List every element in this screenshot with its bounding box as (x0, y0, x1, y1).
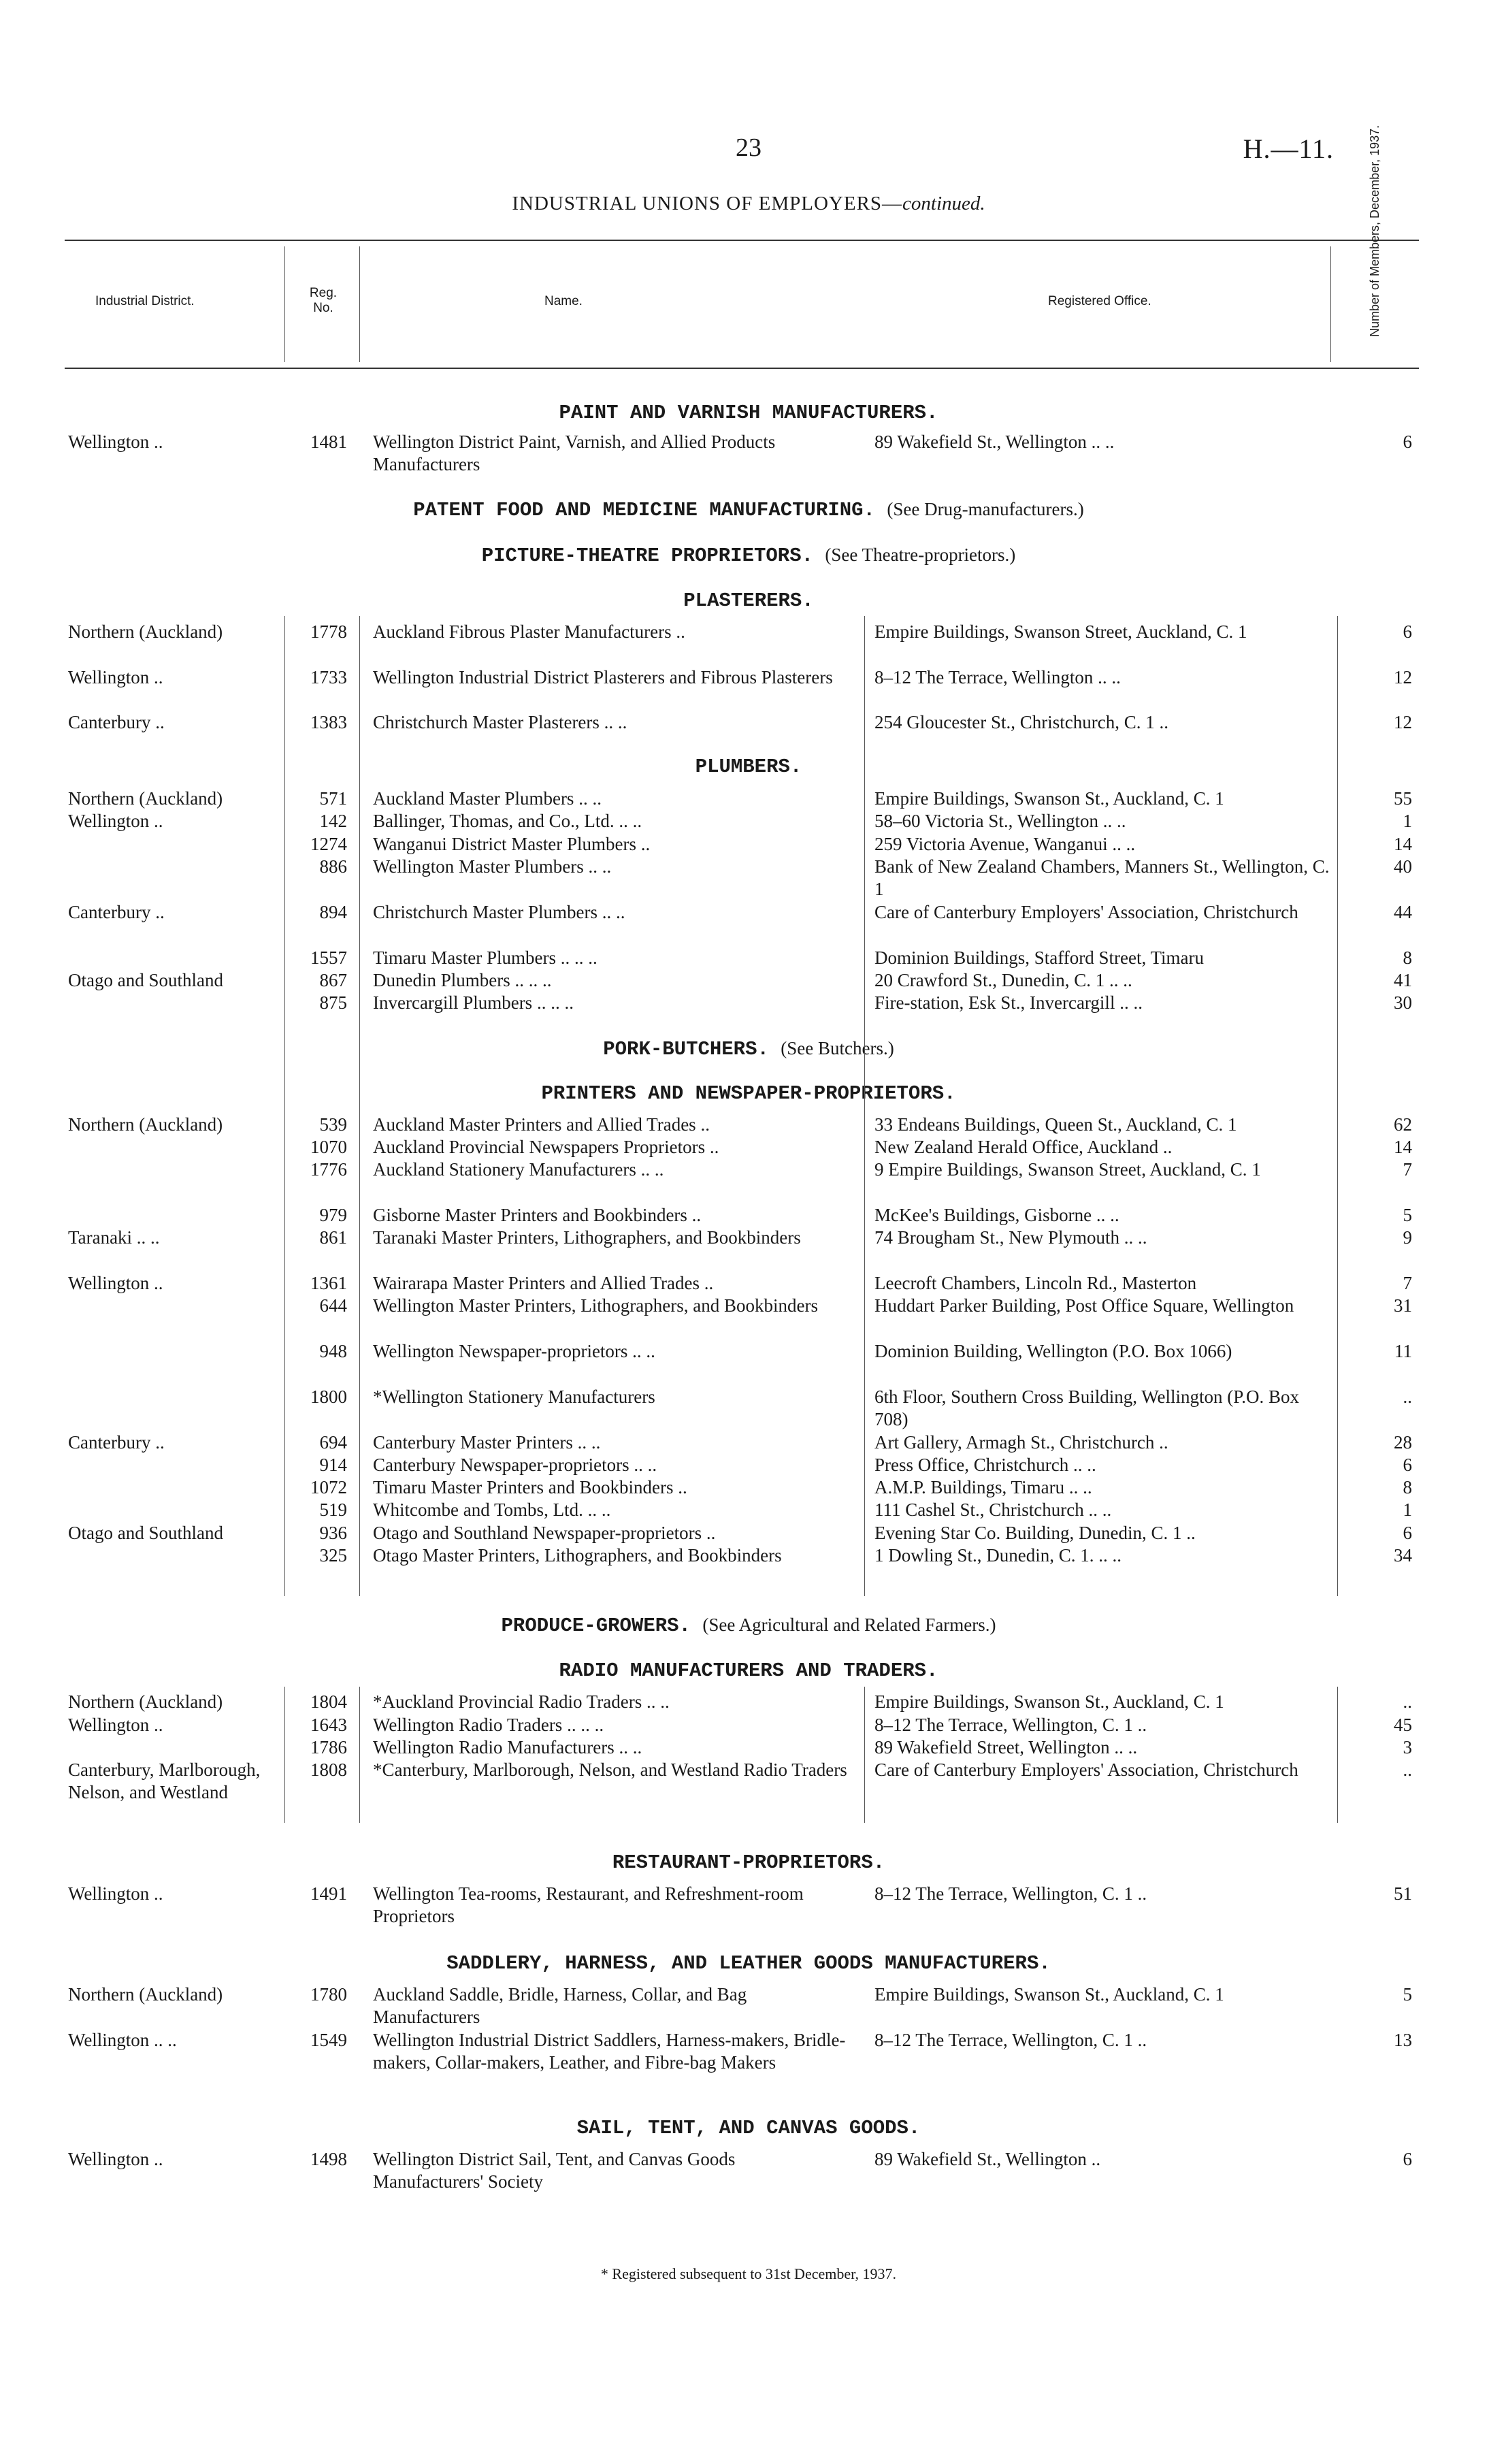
name-cell: *Auckland Provincial Radio Traders .. .. (373, 1691, 670, 1712)
section-sail-tent (204, 2117, 1293, 2139)
name-cell: Gisborne Master Printers and Bookbinders .. (373, 1205, 702, 1225)
section-title-text: RADIO MANUFACTURERS AND TRADERS. (559, 1659, 938, 1682)
section-see-note: (See Agricultural and Related Farmers.) (702, 1615, 996, 1635)
district-cell: Wellington .. (68, 1715, 163, 1735)
members-cell: 62 (1394, 1114, 1412, 1135)
title-text: INDUSTRIAL UNIONS OF EMPLOYERS— (512, 193, 903, 214)
members-cell: 7 (1403, 1273, 1412, 1293)
col-header-members (1337, 125, 1412, 337)
office-cell: 74 Brougham St., New Plymouth .. .. (874, 1227, 1147, 1248)
header-rule-1 (284, 246, 285, 362)
office-cell: 8–12 The Terrace, Wellington, C. 1 .. (874, 1883, 1147, 1904)
name-cell: Canterbury Master Printers .. .. (373, 1432, 601, 1453)
section-plumbers (204, 756, 1293, 778)
name-cell: Wanganui District Master Plumbers .. (373, 834, 651, 854)
office-cell: 89 Wakefield St., Wellington .. (874, 2149, 1101, 2169)
section-title-text: PLASTERERS. (683, 589, 814, 612)
district-cell: Wellington .. (68, 811, 163, 831)
section-see-note: (See Drug-manufacturers.) (887, 499, 1084, 519)
office-cell: 20 Crawford St., Dunedin, C. 1 .. .. (874, 970, 1132, 990)
col-header-reg: Reg. No. (309, 286, 338, 315)
section-title-text: SADDLERY, HARNESS, AND LEATHER GOODS MANUFACTURERS. (446, 1952, 1051, 1975)
col-header-office: Registered Office. (1048, 294, 1151, 308)
office-cell: Care of Canterbury Employers' Association, Christchurch (874, 902, 1298, 922)
office-cell: 111 Cashel St., Christchurch .. .. (874, 1500, 1112, 1520)
reg-cell: 1491 (310, 1883, 347, 1904)
office-cell: Evening Star Co. Building, Dunedin, C. 1 .. (874, 1523, 1196, 1543)
reg-cell: 1070 (310, 1137, 347, 1157)
members-cell: 9 (1403, 1227, 1412, 1248)
body-rule-name (864, 616, 865, 1596)
members-cell: 41 (1394, 970, 1412, 990)
members-cell: 6 (1403, 1455, 1412, 1475)
section-paint-varnish (204, 402, 1293, 424)
members-cell: 8 (1403, 1477, 1412, 1497)
office-cell: New Zealand Herald Office, Auckland .. (874, 1137, 1173, 1157)
section-produce-growers (204, 1615, 1293, 1637)
section-title-text: PRODUCE-GROWERS. (501, 1615, 691, 1637)
reg-cell: 644 (319, 1295, 347, 1316)
reg-cell: 1072 (310, 1477, 347, 1497)
name-cell: *Canterbury, Marlborough, Nelson, and Westland Radio Traders (373, 1760, 847, 1780)
members-cell: 1 (1403, 811, 1412, 831)
members-cell: 44 (1394, 902, 1412, 922)
members-cell: 51 (1394, 1883, 1412, 1904)
footnote: * Registered subsequent to 31st December, 1937. (600, 2265, 897, 2282)
office-cell: 33 Endeans Buildings, Queen St., Auckland, C. 1 (874, 1114, 1237, 1135)
reg-cell: 1274 (310, 834, 347, 854)
reg-cell: 571 (319, 788, 347, 809)
name-cell: Wellington District Paint, Varnish, and Allied Products Manufacturers (373, 432, 776, 474)
name-cell: Auckland Fibrous Plaster Manufacturers .. (373, 621, 685, 642)
district-cell: Wellington .. .. (68, 2030, 177, 2050)
district-cell: Taranaki .. .. (68, 1227, 160, 1248)
name-cell: *Wellington Stationery Manufacturers (373, 1387, 655, 1407)
members-cell: 5 (1403, 1205, 1412, 1225)
office-cell: Art Gallery, Armagh St., Christchurch .. (874, 1432, 1168, 1453)
reg-cell: 694 (319, 1432, 347, 1453)
name-cell: Wellington Master Printers, Lithographers, and Bookbinders (373, 1295, 818, 1316)
section-title-text: PLUMBERS. (695, 756, 802, 778)
office-cell: 58–60 Victoria St., Wellington .. .. (874, 811, 1126, 831)
reg-cell: 1804 (310, 1691, 347, 1712)
office-cell: Empire Buildings, Swanson St., Auckland, C. 1 (874, 1984, 1224, 2005)
name-cell: Christchurch Master Plasterers .. .. (373, 712, 627, 732)
name-cell: Auckland Master Printers and Allied Trades .. (373, 1114, 710, 1135)
name-cell: Timaru Master Printers and Bookbinders .. (373, 1477, 687, 1497)
office-cell: 1 Dowling St., Dunedin, C. 1. .. .. (874, 1545, 1122, 1566)
section-printers (204, 1082, 1293, 1105)
members-cell: 7 (1403, 1159, 1412, 1180)
office-cell: 9 Empire Buildings, Swanson Street, Auckland, C. 1 (874, 1159, 1261, 1180)
district-cell: Northern (Auckland) (68, 1114, 223, 1135)
reg-cell: 1361 (310, 1273, 347, 1293)
name-cell: Otago and Southland Newspaper-proprietors .. (373, 1523, 716, 1543)
body-rule-district (284, 616, 285, 1596)
section-pork-butchers (204, 1038, 1293, 1060)
reg-cell: 1733 (310, 667, 347, 687)
reg-cell: 1808 (310, 1760, 347, 1780)
section-plasterers (204, 589, 1293, 612)
office-cell: Dominion Building, Wellington (P.O. Box 1066) (874, 1341, 1232, 1361)
col-header-members-text: Number of Members, December, 1937. (1368, 125, 1381, 337)
members-cell: .. (1403, 1691, 1412, 1712)
members-cell: 40 (1394, 856, 1412, 877)
name-cell: Wellington District Sail, Tent, and Canvas Goods Manufacturers' Society (373, 2149, 736, 2192)
name-cell: Wellington Tea-rooms, Restaurant, and Refreshment-room Proprietors (373, 1883, 804, 1926)
office-cell: Empire Buildings, Swanson St., Auckland, C. 1 (874, 1691, 1224, 1712)
reg-cell: 936 (319, 1523, 347, 1543)
members-cell: 5 (1403, 1984, 1412, 2005)
members-cell: 6 (1403, 432, 1412, 452)
section-title-text: PICTURE-THEATRE PROPRIETORS. (481, 545, 813, 567)
name-cell: Auckland Saddle, Bridle, Harness, Collar, and Bag Manufacturers (373, 1984, 747, 2027)
reg-cell: 894 (319, 902, 347, 922)
name-cell: Whitcombe and Tombs, Ltd. .. .. (373, 1500, 611, 1520)
members-cell: 8 (1403, 947, 1412, 968)
reg-cell: 1549 (310, 2030, 347, 2050)
district-cell: Canterbury .. (68, 902, 165, 922)
section-title-text: RESTAURANT-PROPRIETORS. (612, 1851, 885, 1874)
reg-cell: 1481 (310, 432, 347, 452)
members-cell: 28 (1394, 1432, 1412, 1453)
reg-cell: 1786 (310, 1737, 347, 1757)
title-continued: continued. (902, 193, 985, 214)
reg-cell: 1498 (310, 2149, 347, 2169)
members-cell: 13 (1394, 2030, 1412, 2050)
reg-cell: 875 (319, 992, 347, 1013)
members-cell: 12 (1394, 667, 1412, 687)
name-cell: Canterbury Newspaper-proprietors .. .. (373, 1455, 657, 1475)
body-rule-reg-2 (359, 1687, 360, 1823)
name-cell: Auckland Provincial Newspapers Proprietors .. (373, 1137, 719, 1157)
section-picture-theatre (204, 545, 1293, 567)
members-cell: 12 (1394, 712, 1412, 732)
section-see-note: (See Theatre-proprietors.) (825, 545, 1016, 565)
body-rule-district-2 (284, 1687, 285, 1823)
section-title-text: PRINTERS AND NEWSPAPER-PROPRIETORS. (541, 1082, 956, 1105)
district-cell: Northern (Auckland) (68, 788, 223, 809)
reg-cell: 1776 (310, 1159, 347, 1180)
office-cell: 8–12 The Terrace, Wellington .. .. (874, 667, 1121, 687)
section-title-text: PORK-BUTCHERS. (603, 1038, 769, 1060)
body-rule-office (1337, 616, 1338, 1596)
section-title-text: SAIL, TENT, AND CANVAS GOODS. (576, 2117, 921, 2139)
members-cell: 6 (1403, 1523, 1412, 1543)
office-cell: 254 Gloucester St., Christchurch, C. 1 .. (874, 712, 1168, 732)
office-cell: Dominion Buildings, Stafford Street, Timaru (874, 947, 1205, 968)
members-cell: 14 (1394, 1137, 1412, 1157)
reg-cell: 142 (319, 811, 347, 831)
section-patent-food (204, 499, 1293, 521)
reg-cell: 1800 (310, 1387, 347, 1407)
members-cell: 31 (1394, 1295, 1412, 1316)
office-cell: A.M.P. Buildings, Timaru .. .. (874, 1477, 1092, 1497)
body-rule-reg (359, 616, 360, 1596)
name-cell: Taranaki Master Printers, Lithographers, and Bookbinders (373, 1227, 801, 1248)
members-cell: 1 (1403, 1500, 1412, 1520)
reg-cell: 979 (319, 1205, 347, 1225)
name-cell: Christchurch Master Plumbers .. .. (373, 902, 625, 922)
reg-cell: 1780 (310, 1984, 347, 2005)
members-cell: 34 (1394, 1545, 1412, 1566)
header-rule-2 (359, 246, 360, 362)
reg-cell: 861 (319, 1227, 347, 1248)
district-cell: Northern (Auckland) (68, 1691, 223, 1712)
name-cell: Wellington Industrial District Plasterers and Fibrous Plasterers (373, 667, 833, 687)
office-cell: Leecroft Chambers, Lincoln Rd., Masterton (874, 1273, 1197, 1293)
district-cell: Northern (Auckland) (68, 621, 223, 642)
reg-cell: 867 (319, 970, 347, 990)
name-cell: Auckland Master Plumbers .. .. (373, 788, 602, 809)
col-header-name: Name. (544, 294, 583, 308)
district-cell: Wellington .. (68, 432, 163, 452)
name-cell: Wellington Radio Manufacturers .. .. (373, 1737, 642, 1757)
district-cell: Northern (Auckland) (68, 1984, 223, 2005)
header-rule-3 (1330, 246, 1331, 362)
office-cell: 89 Wakefield St., Wellington .. .. (874, 432, 1115, 452)
name-cell: Wellington Industrial District Saddlers, Harness-makers, Bridle-makers, Collar-makers, Leather, and Fibre-bag Makers (373, 2030, 846, 2073)
district-cell: Canterbury, Marlborough, Nelson, and Westland (68, 1760, 261, 1802)
members-cell: 3 (1403, 1737, 1412, 1757)
members-cell: 11 (1394, 1341, 1412, 1361)
office-cell: Bank of New Zealand Chambers, Manners St., Wellington, C. 1 (874, 856, 1330, 899)
name-cell: Auckland Stationery Manufacturers .. .. (373, 1159, 664, 1180)
office-cell: McKee's Buildings, Gisborne .. .. (874, 1205, 1119, 1225)
section-saddlery (204, 1952, 1293, 1975)
office-cell: 259 Victoria Avenue, Wanganui .. .. (874, 834, 1136, 854)
members-cell: 45 (1394, 1715, 1412, 1735)
reg-cell: 948 (319, 1341, 347, 1361)
office-cell: Huddart Parker Building, Post Office Square, Wellington (874, 1295, 1294, 1316)
members-cell: 6 (1403, 2149, 1412, 2169)
office-cell: 6th Floor, Southern Cross Building, Wellington (P.O. Box 708) (874, 1387, 1300, 1429)
name-cell: Wairarapa Master Printers and Allied Trades .. (373, 1273, 714, 1293)
office-cell: Empire Buildings, Swanson St., Auckland, C. 1 (874, 788, 1224, 809)
office-cell: Care of Canterbury Employers' Association, Christchurch (874, 1760, 1298, 1780)
members-cell: 14 (1394, 834, 1412, 854)
section-see-note: (See Butchers.) (781, 1038, 894, 1058)
name-cell: Dunedin Plumbers .. .. .. (373, 970, 552, 990)
name-cell: Wellington Master Plumbers .. .. (373, 856, 612, 877)
district-cell: Wellington .. (68, 2149, 163, 2169)
district-cell: Wellington .. (68, 667, 163, 687)
col-header-district: Industrial District. (95, 294, 195, 308)
header-top-rule (65, 240, 1419, 241)
members-cell: 6 (1403, 621, 1412, 642)
district-cell: Otago and Southland (68, 970, 223, 990)
body-rule-office-2 (1337, 1687, 1338, 1823)
reg-cell: 1557 (310, 947, 347, 968)
reg-cell: 1383 (310, 712, 347, 732)
office-cell: 8–12 The Terrace, Wellington, C. 1 .. (874, 2030, 1147, 2050)
office-cell: Fire-station, Esk St., Invercargill .. .. (874, 992, 1143, 1013)
members-cell: 55 (1394, 788, 1412, 809)
body-rule-name-2 (864, 1687, 865, 1823)
members-cell: .. (1403, 1760, 1412, 1780)
section-title-text: PAINT AND VARNISH MANUFACTURERS. (559, 402, 938, 424)
members-cell: .. (1403, 1387, 1412, 1407)
district-cell: Wellington .. (68, 1273, 163, 1293)
office-cell: Empire Buildings, Swanson Street, Auckland, C. 1 (874, 621, 1247, 642)
reg-cell: 325 (319, 1545, 347, 1566)
district-cell: Canterbury .. (68, 712, 165, 732)
name-cell: Invercargill Plumbers .. .. .. (373, 992, 574, 1013)
district-cell: Otago and Southland (68, 1523, 223, 1543)
office-cell: 8–12 The Terrace, Wellington, C. 1 .. (874, 1715, 1147, 1735)
reg-cell: 914 (319, 1455, 347, 1475)
name-cell: Otago Master Printers, Lithographers, and Bookbinders (373, 1545, 782, 1566)
reg-cell: 1643 (310, 1715, 347, 1735)
office-cell: Press Office, Christchurch .. .. (874, 1455, 1096, 1475)
district-cell: Canterbury .. (68, 1432, 165, 1453)
reg-cell: 519 (319, 1500, 347, 1520)
members-cell: 30 (1394, 992, 1412, 1013)
reg-cell: 539 (319, 1114, 347, 1135)
header-bottom-rule (65, 368, 1419, 369)
document-reference: H.—11. (1243, 133, 1334, 164)
section-title-text: PATENT FOOD AND MEDICINE MANUFACTURING. (413, 499, 875, 521)
section-radio (204, 1659, 1293, 1682)
office-cell: 89 Wakefield Street, Wellington .. .. (874, 1737, 1138, 1757)
name-cell: Ballinger, Thomas, and Co., Ltd. .. .. (373, 811, 642, 831)
page-number: 23 (736, 133, 762, 162)
district-cell: Wellington .. (68, 1883, 163, 1904)
name-cell: Wellington Radio Traders .. .. .. (373, 1715, 604, 1735)
name-cell: Timaru Master Plumbers .. .. .. (373, 947, 598, 968)
reg-cell: 1778 (310, 621, 347, 642)
section-restaurant (204, 1851, 1293, 1874)
page-title (204, 193, 1293, 215)
name-cell: Wellington Newspaper-proprietors .. .. (373, 1341, 655, 1361)
reg-cell: 886 (319, 856, 347, 877)
